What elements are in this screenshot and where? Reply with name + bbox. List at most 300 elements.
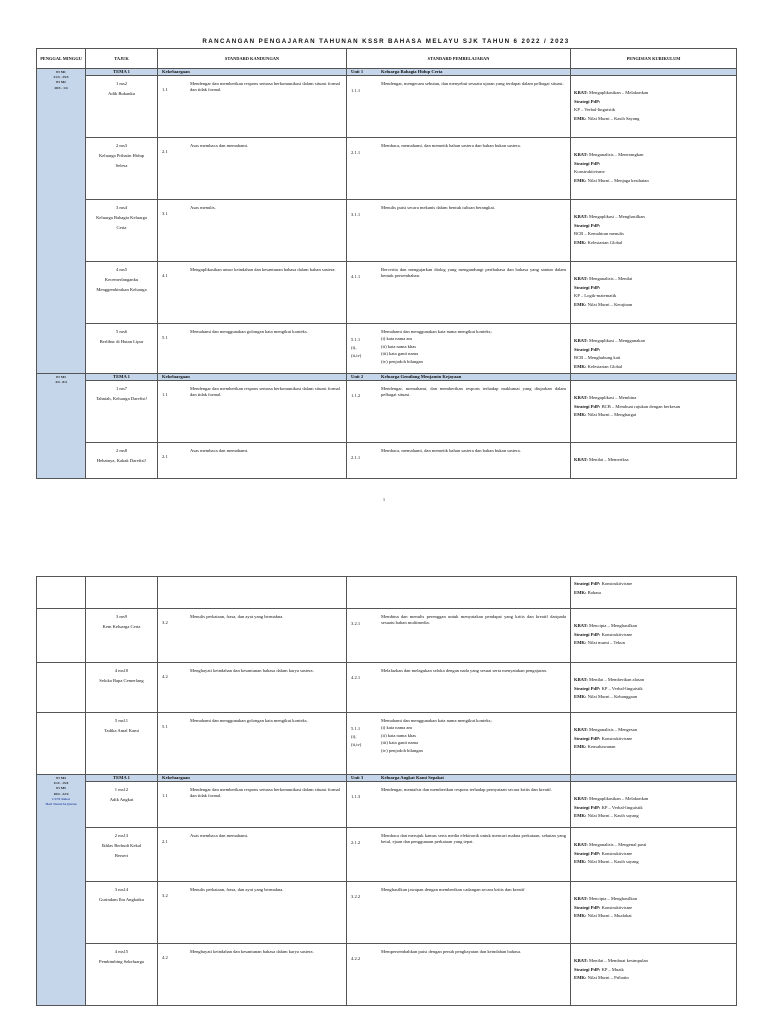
sk-cell <box>158 944 347 1006</box>
sk-cell <box>158 609 347 663</box>
kk-value: Mencipta – Menghasilkan <box>587 896 637 901</box>
lesson-row <box>37 782 737 828</box>
kk-value: KP – Verbal-linguistik <box>600 804 643 810</box>
sk-cell <box>158 663 347 713</box>
kk-label: KBAT: <box>574 90 588 95</box>
week-cell-empty <box>37 663 86 713</box>
kk-cell <box>571 138 737 200</box>
kk-value: Nilai Murni – Muafakat <box>586 913 632 919</box>
sk-text: Mendengar dan memberikan respons semasa berkomunikasi dalam situasi formal dan tidak formal. <box>190 386 340 397</box>
kk-label: KBAT: <box>574 958 588 963</box>
lesson-row <box>37 663 737 713</box>
sk-wrap <box>158 76 346 93</box>
week-label: P1 M1 <box>56 70 66 74</box>
tajuk-cell <box>86 381 158 443</box>
tema-sk <box>158 69 347 76</box>
kk-label: EMK: <box>574 239 587 245</box>
kk-wrap <box>571 324 736 370</box>
sk-code: 5.1 <box>162 724 168 729</box>
sp-code: (ii,iv) <box>351 352 362 358</box>
sp-cell <box>347 138 571 200</box>
kk-line <box>574 364 736 370</box>
sp-wrap <box>347 944 570 964</box>
tajuk-line: 4 ms15 <box>114 949 129 954</box>
sp-cell <box>347 609 571 663</box>
sp-text: Menulis puisi secara mekanis dalam bentuk tulisan berangkai. <box>381 205 496 210</box>
sp-texts <box>381 81 570 96</box>
tajuk-line: 2 ms13 <box>114 833 129 838</box>
document-title: RANCANGAN PENGAJARAN TAHUNAN KSSR BAHASA MELAYU SJK TAHUN 6 2022 / 2023 <box>202 38 570 45</box>
tajuk-cell <box>86 713 158 775</box>
kk-value: Nilai Murni – Kerajinan <box>586 301 633 307</box>
sp-text: Menghasilkan jawapan dengan memberikan cadangan secara kritis dan kreatif <box>381 887 525 892</box>
sk-code: 1.1 <box>162 87 168 92</box>
kk-label: Strategi PdP: <box>574 581 601 586</box>
week-label: P1 M4 <box>56 776 66 780</box>
unit-title: Keluarga Gemilang Menjamin Kejayaan <box>381 374 462 379</box>
kk-line <box>574 457 736 463</box>
kk-line <box>574 161 736 167</box>
kk-line <box>574 293 736 299</box>
kk-value: Konstruktivisme <box>600 581 633 586</box>
kk-line <box>574 913 736 919</box>
kk-label: Strategi PdP: <box>574 403 601 409</box>
kk-label: Strategi PdP: <box>574 346 601 352</box>
kk-value: Mencipta – Menghasilkan <box>587 623 637 628</box>
kk-value: BCB – Membuat rujukan dengan berkesan <box>600 403 681 409</box>
week-cell <box>37 69 86 374</box>
sk-text: Asas menulis. <box>190 205 216 210</box>
sk-code: 3.1 <box>162 211 168 216</box>
sk-text: Asas membaca dan memahami. <box>190 833 249 838</box>
kk-label: KBAT: <box>574 842 588 847</box>
kk-cell <box>571 443 737 479</box>
rpt-table-page-2 <box>36 576 737 1006</box>
page-1-table-wrap <box>36 48 736 479</box>
sp-text: (iv) penjodoh bilangan <box>381 747 423 753</box>
kk-wrap <box>571 944 736 981</box>
week-cell <box>37 775 86 1006</box>
sk-wrap <box>158 944 346 961</box>
tajuk-line: Keluarga Bahagia Keluarga <box>96 215 147 220</box>
sp-texts <box>381 267 570 282</box>
kk-label: KBAT: <box>574 152 588 157</box>
sp-text: (ii) kata nama khas <box>381 343 417 349</box>
sk-code: 4.1 <box>162 273 168 278</box>
header-pengisian-kurikulum: PENGISIAN KURIKULUM <box>571 49 737 69</box>
sk-code: 2.1 <box>162 454 168 459</box>
kk-line <box>574 581 736 587</box>
kk-value: Nilai Murni – Prihatin <box>586 975 629 981</box>
tema-sk-text: Kekeluargaan <box>162 69 190 74</box>
tema-kk <box>571 374 737 381</box>
lesson-row <box>37 76 737 138</box>
sp-text: Mendengar, memahami, dan memberikan respons terhadap maklumat yang diujarkan dalam pelbagai situasi. <box>381 386 566 397</box>
kk-wrap <box>571 381 736 418</box>
sk-wrap <box>158 138 346 155</box>
kk-label: EMK: <box>574 813 587 819</box>
kk-cell <box>571 713 737 775</box>
kk-value: Menganalisis – Menilai <box>587 276 633 281</box>
sp-code: 4.2.1 <box>351 675 361 680</box>
sp-cell <box>347 663 571 713</box>
kk-cell <box>571 200 737 262</box>
tajuk-line: 5 ms6 <box>115 329 128 334</box>
sk-cell <box>158 76 347 138</box>
kk-label: Strategi PdP: <box>574 631 601 637</box>
tajuk-line: Menggembirakan Keluarga <box>96 287 147 292</box>
kk-label: EMK: <box>574 694 587 700</box>
sp-codes <box>347 833 381 848</box>
sk-text: Menghayati keindahan dan kesantunan bahasa dalam karya sastera. <box>190 949 314 954</box>
kk-line <box>574 859 736 865</box>
sp-cell <box>347 882 571 944</box>
tema-label <box>86 775 158 782</box>
sp-codes <box>347 448 381 463</box>
header-standard-kandungan: STANDARD KANDUNGAN <box>158 49 347 69</box>
tema-sk <box>158 374 347 381</box>
kk-label: Strategi PdP: <box>574 222 601 228</box>
tajuk-line: Ikhlas Berbudi Kekal <box>101 843 142 848</box>
continuation-row <box>37 577 737 609</box>
sp-codes <box>347 386 381 401</box>
sk-code: 1.1 <box>162 392 168 397</box>
kk-label: EMK: <box>574 301 587 307</box>
tajuk-line: Seloka Bapa Cemerlang <box>99 678 144 683</box>
sk-wrap <box>158 609 346 626</box>
kk-wrap <box>571 443 736 463</box>
kk-line <box>574 905 736 911</box>
kk-value: KP – Logik-matematik <box>574 293 617 299</box>
sp-code <box>351 329 381 336</box>
sp-code: 4.1.1 <box>351 274 361 279</box>
kk-line <box>574 231 736 237</box>
sp-codes <box>347 887 381 902</box>
sk-code: 4.2 <box>162 674 168 679</box>
tema-sk-text: Kekeluargaan <box>162 775 190 780</box>
kk-line <box>574 744 736 750</box>
kk-label: KBAT: <box>574 214 588 219</box>
kk-value: Menilai – Memeriksa <box>587 457 629 462</box>
sk-text: Memahami dan menggunakan golongan kata mengikut konteks. <box>190 718 308 723</box>
tema-kk <box>571 69 737 76</box>
unit-wrap <box>347 775 570 781</box>
kk-wrap <box>571 663 736 700</box>
sp-codes <box>347 143 381 158</box>
kk-value: Nilai Murni – Kebanggaan <box>586 694 638 700</box>
sk-wrap <box>158 782 346 799</box>
kk-line <box>574 640 736 646</box>
sp-texts <box>381 386 570 401</box>
kk-wrap <box>571 138 736 184</box>
kk-value: Nilai murni – Tekun <box>586 640 625 646</box>
sp-texts <box>381 787 570 802</box>
kk-wrap <box>571 882 736 919</box>
sp-cell <box>347 443 571 479</box>
kk-value: Konstruktivisme <box>600 631 633 637</box>
kk-value: Nilai Murni – Kasih sayang <box>586 859 639 865</box>
sk-code: 5.1 <box>162 335 168 340</box>
sp-cell <box>347 828 571 882</box>
sp-text: (i) kata nama am <box>381 336 412 342</box>
sp-code: 1.1.1 <box>351 88 361 93</box>
sp-code: 5.1.1 <box>351 725 361 731</box>
lesson-row <box>37 828 737 882</box>
sp-wrap <box>347 76 570 96</box>
continuation-empty-cell <box>347 577 571 609</box>
kk-value: BCB – Menghubung kait <box>574 355 621 361</box>
kk-value: KP – Muzik <box>600 966 624 972</box>
kk-line <box>574 99 736 105</box>
kk-line <box>574 214 736 220</box>
sp-text: (iii) kata ganti nama <box>381 351 419 357</box>
sp-text: Membina dan menulis perenggan untuk menyatakan pendapat yang kritis dan kreatif daripada sesuatu bahan multimedia. <box>381 614 566 625</box>
sp-cell <box>347 262 571 324</box>
sp-text: Melafazkan dan melagukan seloka dengan nada yang sesuai serta menyatakan pengajaran. <box>381 668 547 673</box>
kk-cell <box>571 324 737 374</box>
kk-label: KBAT: <box>574 727 588 732</box>
kk-value: Kelestarian Global <box>586 239 623 245</box>
header-standard-pembelajaran: STANDARD PEMBELAJARAN <box>347 49 571 69</box>
tajuk-line: 4 ms10 <box>114 668 129 673</box>
sp-code <box>351 718 381 725</box>
kk-line <box>574 842 736 848</box>
kk-label: EMK: <box>574 913 587 919</box>
unit-wrap <box>347 374 570 380</box>
kk-value: Mengaplikasikan – Melakonkan <box>587 796 649 801</box>
sp-codes <box>347 81 381 96</box>
kk-cell <box>571 609 737 663</box>
tajuk-cell <box>86 443 158 479</box>
kk-value: Kelestarian Global <box>586 363 623 369</box>
tajuk-line: 5 ms11 <box>114 718 129 723</box>
tajuk-cell <box>86 828 158 882</box>
tema-kk <box>571 775 737 782</box>
sp-codes <box>347 718 381 755</box>
kk-line <box>574 90 736 96</box>
kk-label: KBAT: <box>574 395 588 400</box>
tajuk-line: Ceria <box>116 225 127 230</box>
lesson-row <box>37 944 737 1006</box>
kk-label: EMK: <box>574 975 587 981</box>
kk-label: EMK: <box>574 115 587 121</box>
sp-text: Mendengar, mengecam sebutan, dan menyebut sesuatu ujaran yang terdapat dalam pelbagai situasi. <box>381 81 564 86</box>
kk-label: Strategi PdP: <box>574 98 601 104</box>
sp-text: (i) kata nama am <box>381 725 412 731</box>
kk-line <box>574 169 736 175</box>
sk-wrap <box>158 828 346 845</box>
kk-cell <box>571 663 737 713</box>
kk-label: EMK: <box>574 177 587 183</box>
tema-text: TEMA 1 <box>113 69 130 74</box>
lesson-row <box>37 138 737 200</box>
kk-cell <box>571 944 737 1006</box>
tajuk-line: 3 ms9 <box>115 614 128 619</box>
kk-wrap <box>571 609 736 646</box>
sp-code: 4.2.2 <box>351 956 361 961</box>
sp-wrap <box>347 882 570 902</box>
kk-cell <box>571 76 737 138</box>
lesson-row <box>37 381 737 443</box>
unit-title: Keluarga Bahagia Hidup Ceria <box>381 69 443 74</box>
sp-code: 2.1.1 <box>351 150 361 155</box>
tajuk-line: 1 ms7 <box>115 386 128 391</box>
kk-label: EMK: <box>574 589 587 595</box>
kk-value: Nilai Murni – Menghargai <box>586 412 637 418</box>
kk-value: Konstruktivisme <box>600 735 633 741</box>
tajuk-line: Gurindam Ibu Angkatku <box>99 897 144 902</box>
sk-text: Menulis perkataan, frasa, dan ayat yang bermakna. <box>190 614 284 619</box>
kk-line <box>574 338 736 344</box>
tajuk-line: 3 ms4 <box>115 205 128 210</box>
kk-label: KBAT: <box>574 896 588 901</box>
kk-value: Nilai Murni – Kasih Sayang <box>586 115 640 121</box>
sk-cell <box>158 782 347 828</box>
tema-label <box>86 374 158 381</box>
tajuk-cell <box>86 882 158 944</box>
sp-text: Memahami dan menggunakan kata nama mengikut konteks; <box>381 718 492 723</box>
kk-label: KBAT: <box>574 623 588 628</box>
kk-line <box>574 116 736 122</box>
kk-label: EMK: <box>574 363 587 369</box>
kk-line <box>574 805 736 811</box>
kk-line <box>574 178 736 184</box>
kk-wrap <box>571 828 736 865</box>
tajuk-line: Tahniah, Keluarga Dareftsi! <box>95 396 148 401</box>
sk-cell <box>158 381 347 443</box>
kk-line <box>574 813 736 819</box>
sp-texts <box>381 143 570 158</box>
sp-text: (ii) kata nama khas <box>381 732 417 738</box>
sp-wrap <box>347 262 570 282</box>
tajuk-line: Berseri <box>114 853 129 858</box>
kk-line <box>574 686 736 692</box>
kk-line <box>574 896 736 902</box>
week-label: P1 M2 <box>56 80 66 85</box>
sk-text: Asas membaca dan memahami. <box>190 143 249 148</box>
kk-line <box>574 355 736 361</box>
kk-label: EMK: <box>574 859 587 865</box>
week-label: P1 M3 <box>56 375 66 379</box>
sk-wrap <box>158 200 346 217</box>
kk-label: KBAT: <box>574 457 588 462</box>
sk-wrap <box>158 262 346 279</box>
kk-line <box>574 395 736 401</box>
kk-value: Bahasa <box>586 589 601 595</box>
sp-text: Mendengar, mentafsir dan memberikan respons terhadap pernyataan secara kritis dan kreatif. <box>381 787 552 792</box>
lesson-row <box>37 443 737 479</box>
kk-label: EMK: <box>574 744 587 750</box>
kk-wrap <box>571 200 736 246</box>
lesson-row <box>37 882 737 944</box>
tajuk-cell <box>86 663 158 713</box>
sp-text: Membaca, memahami, dan memetik bahan sastera dan bahan bukan sastera. <box>381 143 521 148</box>
sp-cell <box>347 324 571 374</box>
week-label: P1 M5 <box>56 786 66 791</box>
sk-text: Mendengar dan memberikan respons semasa berkomunikasi dalam situasi formal dan tidak formal. <box>190 787 340 798</box>
sk-text: Menulis perkataan, frasa, dan ayat yang bermakna. <box>190 887 284 892</box>
sp-code: 3.1.1 <box>351 212 361 217</box>
kk-line <box>574 152 736 158</box>
kk-label: EMK: <box>574 640 587 646</box>
kk-line <box>574 632 736 638</box>
kk-line <box>574 677 736 683</box>
sp-wrap <box>347 713 570 755</box>
lesson-row <box>37 324 737 374</box>
sp-texts <box>381 833 570 848</box>
week-cell <box>37 374 86 479</box>
header-tajuk: TAJUK <box>86 49 158 69</box>
sp-wrap <box>347 324 570 366</box>
rpt-table-page-1 <box>36 48 737 479</box>
tajuk-line: Tadika Amal Kami <box>104 728 139 733</box>
unit-number: Unit 2 <box>351 374 364 379</box>
sk-cell <box>158 138 347 200</box>
sp-code: 2.1.1 <box>351 455 361 460</box>
week-label: 11/4 - 15/4 <box>53 781 69 786</box>
kk-label: Strategi PdP: <box>574 284 601 290</box>
unit-number: Unit 1 <box>351 69 364 74</box>
sk-text: Asas membaca dan memahami. <box>190 448 249 453</box>
kk-cell <box>571 381 737 443</box>
tajuk-line: Hebatnya, Kakak Dareftsi! <box>96 458 147 463</box>
kk-value: Menilai – Memberikan alasan <box>587 677 645 682</box>
tajuk-cell <box>86 138 158 200</box>
sk-cell <box>158 713 347 775</box>
sp-texts <box>381 949 570 964</box>
sk-code: 3.2 <box>162 893 168 898</box>
tema-label <box>86 69 158 76</box>
week-label: 4/4 - 8/4 <box>55 380 67 385</box>
sp-codes <box>347 668 381 683</box>
sp-cell <box>347 782 571 828</box>
sp-code: 3.2.2 <box>351 894 361 899</box>
kk-value: Menganalisis – Mengesan <box>587 727 637 732</box>
kk-label: KBAT: <box>574 796 588 801</box>
sp-cell <box>347 200 571 262</box>
lesson-row <box>37 713 737 775</box>
tajuk-line: 4 ms5 <box>115 267 128 272</box>
kk-line <box>574 107 736 113</box>
kk-label: Strategi PdP: <box>574 735 601 741</box>
kk-wrap <box>571 577 736 596</box>
sp-text: Membaca, memahami, dan memetik bahan sastera dan bahan bukan sastera. <box>381 448 521 453</box>
kk-label: KBAT: <box>574 276 588 281</box>
tajuk-line: 1 ms12 <box>114 787 129 792</box>
kk-label: Strategi PdP: <box>574 685 601 691</box>
sp-texts <box>381 329 570 366</box>
tema-row <box>37 69 737 76</box>
sk-wrap <box>158 663 346 680</box>
lesson-row <box>37 609 737 663</box>
week-cell-empty <box>37 713 86 775</box>
continuation-kk-cell <box>571 577 737 609</box>
sp-wrap <box>347 381 570 401</box>
tajuk-cell <box>86 76 158 138</box>
kk-value: KP – Verbal-linguistik <box>600 685 643 691</box>
sk-text: Mengaplikasikan unsur keindahan dan kesantunan bahasa dalam bahan sastera. <box>190 267 336 272</box>
kk-line <box>574 736 736 742</box>
kk-line <box>574 967 736 973</box>
kk-line <box>574 404 736 410</box>
sp-codes <box>347 787 381 802</box>
kk-label: KBAT: <box>574 338 588 343</box>
lesson-row <box>37 200 737 262</box>
kk-line <box>574 285 736 291</box>
kk-value: Mengaplikasi – Menggunakan <box>587 338 645 343</box>
continuation-empty-cell <box>86 577 158 609</box>
kk-line <box>574 240 736 246</box>
